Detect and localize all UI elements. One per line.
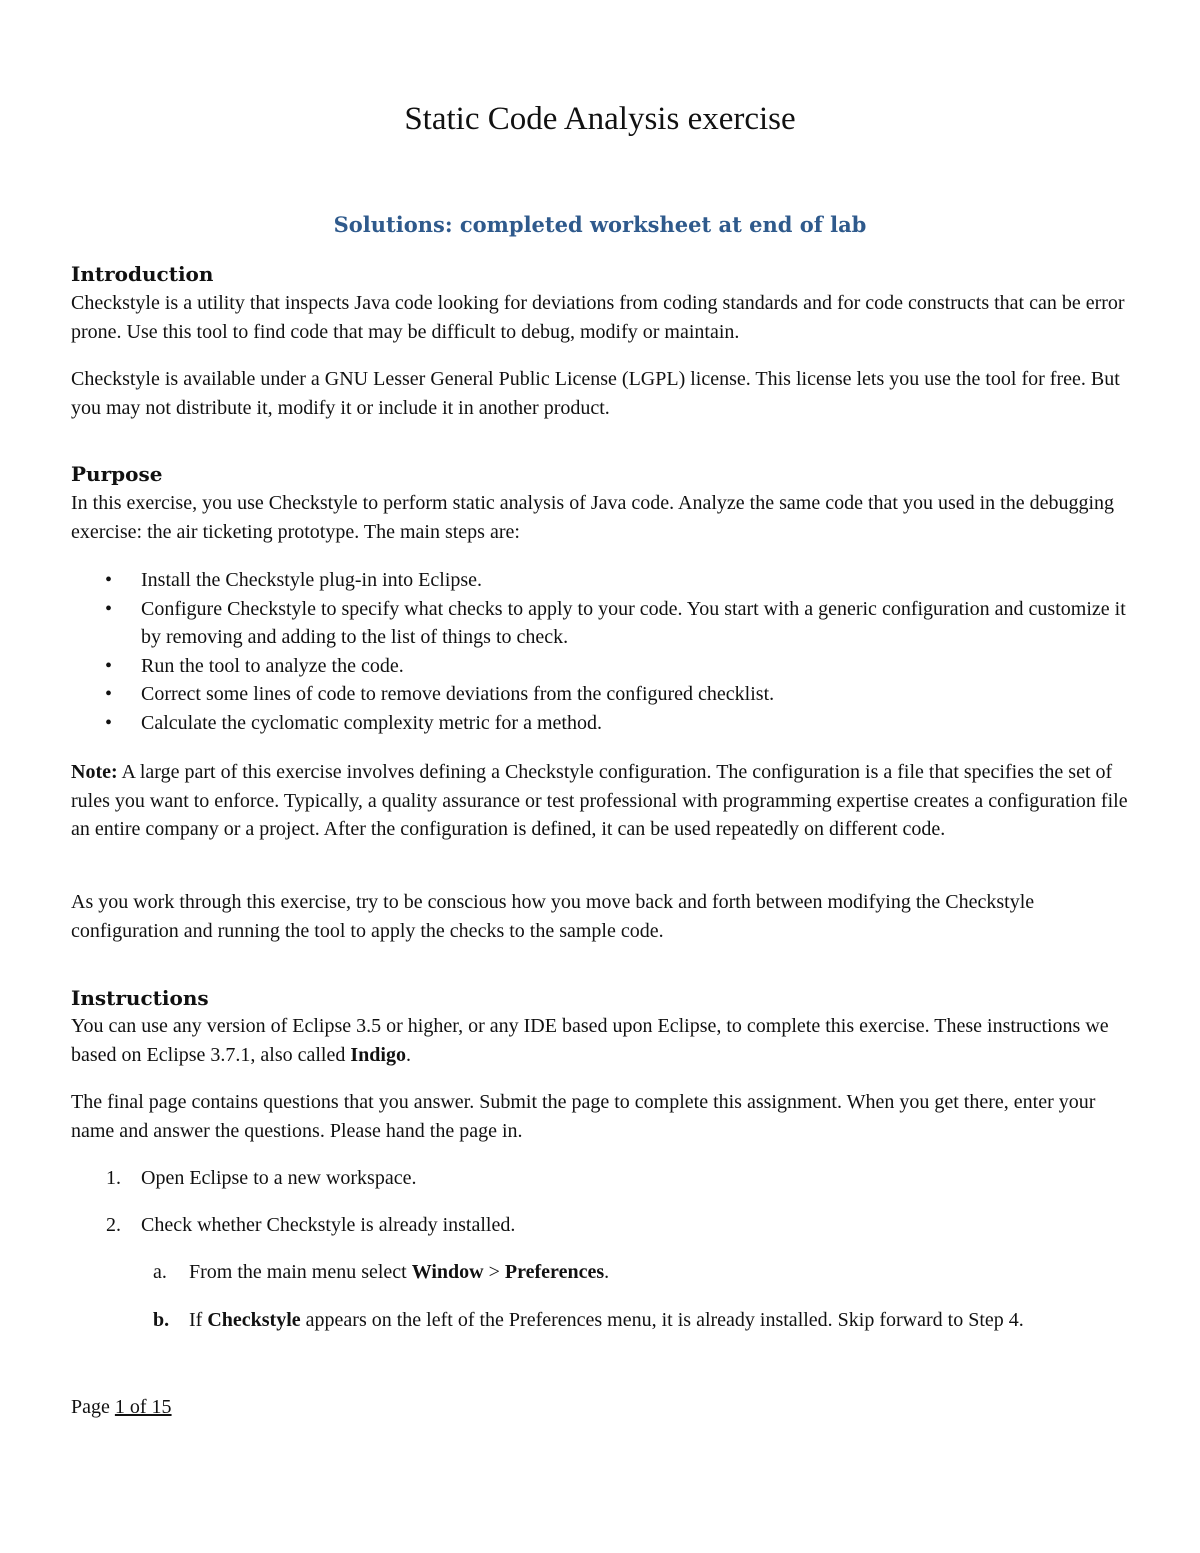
bullet-icon: •: [105, 569, 113, 591]
purpose-paragraph-3: As you work through this exercise, try to be conscious how you move back and forth between modifying the Checkstyle configuration and running the tool to apply the checks to the sample code.: [71, 891, 1035, 942]
step-text: If Checkstyle appears on the left of the Preferences menu, it is already installed. Skip forward to Step 4.: [189, 1309, 1024, 1331]
list-item: • Run the tool to analyze the code.: [71, 652, 1131, 681]
bullet-icon: •: [105, 683, 113, 705]
instructions-paragraph-2: The final page contains questions that you answer. Submit the page to complete this assignment. When you get there, enter your name and answer the questions. Please hand the page in.: [71, 1091, 1096, 1142]
step-number: 1.: [106, 1167, 121, 1189]
note-paragraph: Note: A large part of this exercise involves defining a Checkstyle configuration. The configuration is a file that specifies the set of rules you want to enforce. Typically, a quality assurance or test professional with programming expertise creates a configuration file an entire company or a project. After the configuration is defined, it can be used repeatedly on different code.: [71, 761, 1128, 840]
step-text: Check whether Checkstyle is already installed.: [141, 1214, 516, 1236]
intro-paragraph-2: Checkstyle is available under a GNU Lesser General Public License (LGPL) license. This license lets you use the tool for free. But you may not distribute it, modify it or include it in another product.: [71, 368, 1120, 419]
list-item: • Configure Checkstyle to specify what checks to apply to your code. You start with a generic configuration and customize it by removing and adding to the list of things to check.: [71, 595, 1131, 652]
step-2b: [153, 1306, 1143, 1335]
step-text: From the main menu select Window > Preferences.: [189, 1261, 610, 1283]
bullet-icon: •: [105, 654, 113, 677]
step-text: Open Eclipse to a new workspace.: [141, 1167, 417, 1189]
list-item: • Install the Checkstyle plug-in into Eclipse.: [71, 566, 1131, 595]
document-title: Static Code Analysis exercise: [404, 101, 796, 137]
page-footer: Page 1 of 15: [71, 1396, 172, 1418]
note-label: Note:: [71, 761, 118, 783]
step-letter: a.: [153, 1261, 167, 1283]
list-item: • Calculate the cyclomatic complexity metric for a method.: [71, 709, 1131, 738]
document-subtitle: Solutions: completed worksheet at end of lab: [333, 212, 867, 237]
step-2a: [153, 1258, 1143, 1287]
step-number: 2.: [106, 1214, 121, 1236]
page-number: 1 of 15: [114, 1396, 172, 1418]
purpose-steps-list: [71, 566, 1131, 737]
heading-instructions: Instructions: [71, 986, 209, 1010]
instructions-paragraph-1: You can use any version of Eclipse 3.5 or higher, or any IDE based upon Eclipse, to complete this exercise. These instructions we based on Eclipse 3.7.1, also called Indigo.: [71, 1015, 1109, 1066]
bullet-icon: •: [105, 597, 113, 620]
purpose-paragraph-1: In this exercise, you use Checkstyle to perform static analysis of Java code. Analyze the same code that you used in the debugging exercise: the air ticketing prototype. The main steps are:: [71, 492, 1115, 543]
list-item: • Correct some lines of code to remove deviations from the configured checklist.: [71, 680, 1131, 709]
heading-introduction: Introduction: [71, 262, 214, 286]
intro-paragraph-1: Checkstyle is a utility that inspects Java code looking for deviations from coding standards and for code constructs that can be error prone. Use this tool to find code that may be difficult to debug, modify or maintain.: [71, 292, 1125, 343]
step-letter: b.: [153, 1309, 170, 1331]
heading-purpose: Purpose: [71, 462, 163, 486]
bullet-icon: •: [105, 711, 113, 734]
